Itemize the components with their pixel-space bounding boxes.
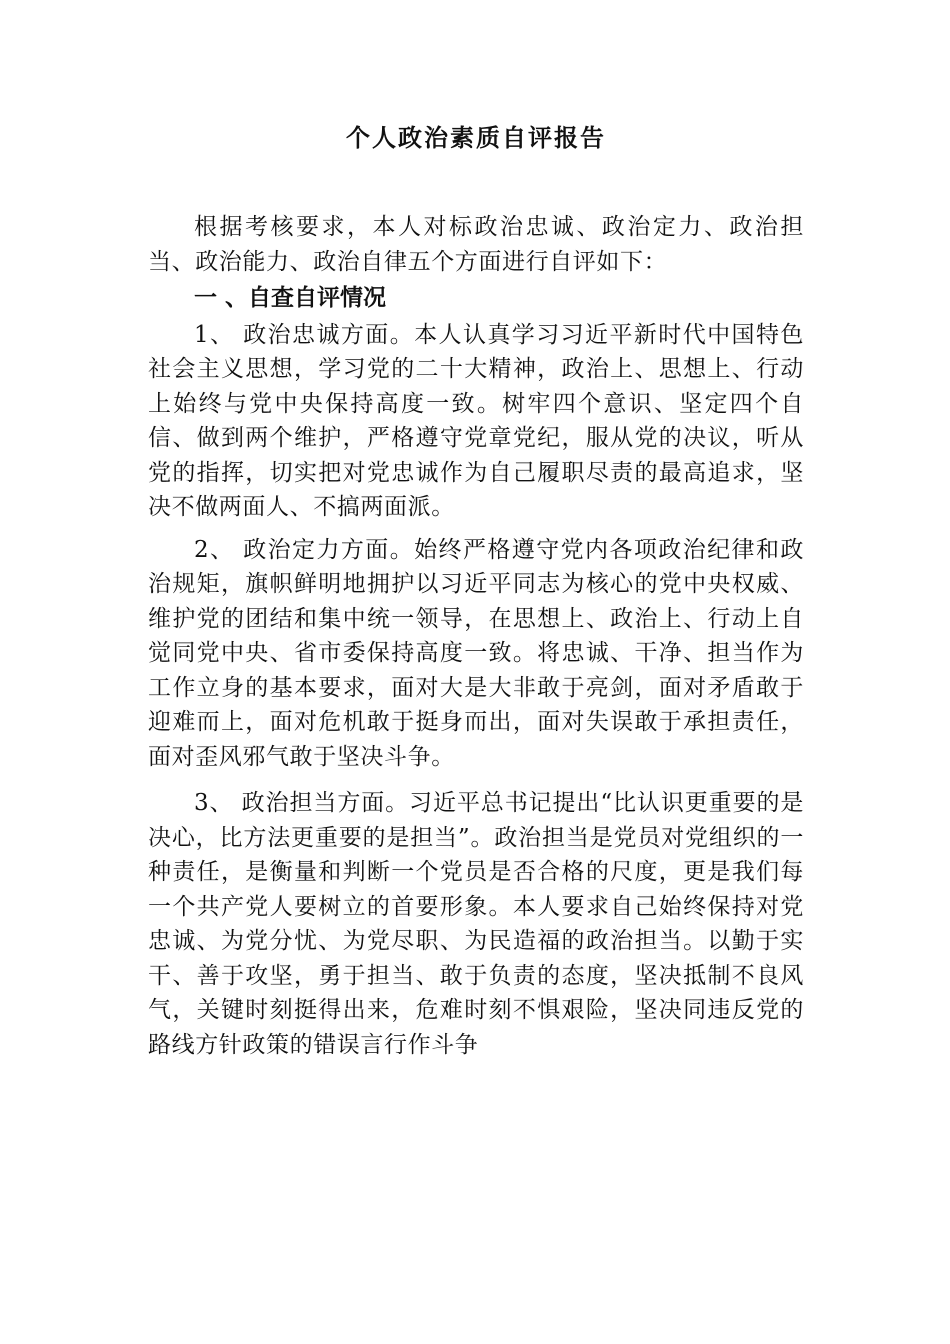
document-page — [148, 118, 804, 1062]
item-paragraph-1: 1、 政治忠诚方面。本人认真学习习近平新时代中国特色社会主义思想，学习党的二十大精神，政治上、思想上、行动上始终与党中央保持高度一致。树牢四个意识、坚定四个自信、做到两个维护，严格遵守党章党纪，服从党的决议，听从党的指挥，切实把对党忠诚作为自己履职尽责的最高追求，坚决不做两面人、不搞两面派。 — [148, 321, 804, 520]
document-title: 个人政治素质自评报告 — [346, 124, 606, 152]
intro-paragraph: 根据考核要求，本人对标政治忠诚、政治定力、政治担当、政治能力、政治自律五个方面进行自评如下： — [148, 214, 804, 275]
item-paragraph-3: 3、 政治担当方面。习近平总书记提出“比认识更重要的是决心，比方法更重要的是担当”。政治担当是党员对党组织的一种责任，是衡量和判断一个党员是否合格的尺度，更是我们每一个共产党人要树立的首要形象。本人要求自己始终保持对党忠诚、为党分忧、为党尽职、为民造福的政治担当。以勤于实干、善于攻坚，勇于担当、敢于负责的态度，坚决抵制不良风气，关键时刻挺得出来，危难时刻不惧艰险，坚决同违反党的路线方针政策的错误言行作斗争 — [148, 790, 804, 1058]
item-paragraph-2: 2、 政治定力方面。始终严格遵守党内各项政治纪律和政治规矩，旗帜鲜明地拥护以习近平同志为核心的党中央权威、维护党的团结和集中统一领导，在思想上、政治上、行动上自觉同党中央、省市委保持高度一致。将忠诚、干净、担当作为工作立身的基本要求，面对大是大非敢于亮剑，面对矛盾敢于迎难而上，面对危机敢于挺身而出，面对失误敢于承担责任，面对歪风邪气敢于坚决斗争。 — [148, 536, 804, 770]
section-heading: 一 、自查自评情况 — [194, 285, 387, 311]
